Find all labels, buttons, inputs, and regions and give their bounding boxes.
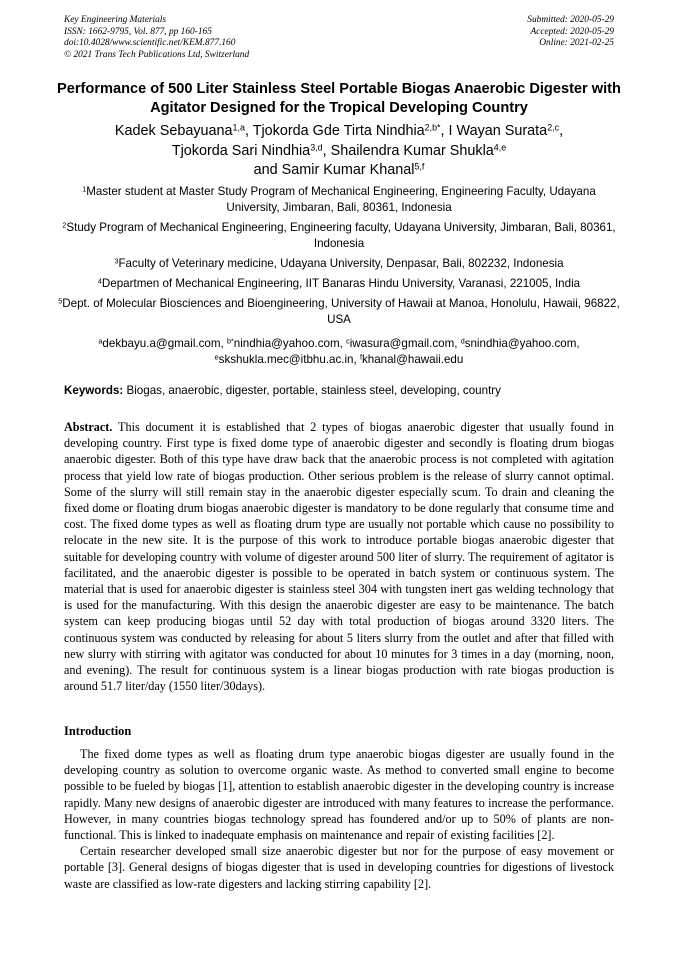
journal-doi: doi:10.4028/www.scientific.net/KEM.877.160 — [64, 38, 236, 49]
email-list — [56, 336, 622, 368]
paper-title: Performance of 500 Liter Stainless Steel Portable Biogas Anaerobic Digester with Agitator Designed for the Tropical Developing Country — [57, 81, 621, 116]
journal-issn: ISSN: 1662-9795, Vol. 877, pp 160-165 — [64, 26, 212, 37]
accepted-date: Accepted: 2020-05-29 — [530, 26, 614, 37]
keywords — [64, 383, 614, 399]
paragraph: The fixed dome types as well as floating drum type anaerobic biogas digester are usually found in the developing country as solution to overcome organic waste. As method to converted small engine to become possible to be fueled by biogas [1], attention to establish anaerobic digester in the developing country is increase rapidly. Many new designs of anaerobic digester are introduced with many features to increase the performance. However, in many countries biogas technology spread has foundered and/or up to 50% of plants are non-functional. This is linked to inadequate emphasis on maintenance and repair of existing facilities [2]. — [64, 747, 614, 843]
journal-header-left — [64, 15, 249, 61]
affiliation: $^3$Faculty of Veterinary medicine, Udayana University, Denpasar, Bali, 802232, Indonesia — [114, 256, 564, 270]
abstract — [64, 419, 614, 694]
email-link[interactable]: $^{b*}$nindhia@yahoo.com, — [226, 336, 347, 350]
email-link[interactable]: $^d$snindhia@yahoo.com, — [460, 336, 580, 350]
author: Kadek Sebayuana$^{1,a}$, — [114, 122, 253, 139]
introduction-body — [64, 746, 614, 892]
author: Tjokorda Sari Nindhia$^{3,d}$, — [171, 142, 331, 159]
author: and Samir Kumar Khanal$^{5,f}$ — [253, 161, 425, 178]
abstract-text: This document it is established that 2 types of biogas anaerobic digester that usually found in developing country. First type is fixed dome type of anaerobic digester and secondly is floating drum biogas anaerobic digester. Both of this type have draw back that the anaerobic process is not completed with agitation process that yield low rate of biogas production. Other serious problem is the release of slurry cannot optimal. Some of the slurry will still remain stay in the anaerobic digester especially scum. To drain and cleaning the fixed dome or floating drum biogas anaerobic digester is mandatory to be done regularly that consume time and cost. The fixed dome types as well as floating drum type are usually not portable which cause no possibility to relocate in the new site. It is the purpose of this work to introduce portable biogas anaerobic digester that suitable for developing country with volume of digester around 500 liter of slurry. The requirement of agitator is facilitated, and the anaerobic digester is possible to be operated in batch system or continuous system. The material that is used for anaerobic digester is stainless steel 304 with tungsten inert gas welding technology that is used for the manufacturing. With this design the anaerobic digester are easy to be maintenance. The batch system can keep producing biogas until 52 day with total production of biogas around 3320 liters. The continuous system was conducted by releasing for about 5 liters slurry from the outlet and after that filled with new slurry with stirring with agitator was conducted for about 10 minutes for 3 times in a day (morning, noon, and evening). The result for continuous system is a linear biogas production with rate biogas production is around 51.7 liter/day (1550 liter/30days). — [64, 420, 614, 694]
affiliation: $^1$Master student at Master Study Program of Mechanical Engineering, Engineering Faculty, Udayana University, Jimbaran, Bali, 80361, Indonesia — [82, 184, 596, 214]
author: Tjokorda Gde Tirta Nindhia$^{2,b*}$, — [252, 122, 449, 139]
author: I Wayan Surata$^{2,c}$, — [448, 122, 564, 139]
email-link[interactable]: $^e$skshukla.mec@itbhu.ac.in, — [214, 352, 360, 366]
email-link[interactable]: $^c$iwasura@gmail.com, — [346, 336, 461, 350]
abstract-label: Abstract. — [64, 420, 113, 434]
journal-copyright: © 2021 Trans Tech Publications Ltd, Switzerland — [64, 49, 250, 60]
journal-name: Key Engineering Materials — [64, 15, 167, 25]
email-link[interactable]: $^f$khanal@hawaii.edu — [359, 352, 464, 366]
online-date: Online: 2021-02-25 — [539, 38, 614, 49]
author-list — [40, 122, 638, 181]
section-heading-introduction: Introduction — [64, 724, 132, 738]
affiliation: $^2$Study Program of Mechanical Engineering, Engineering faculty, Udayana University, Jimbaran, Bali, 80361, Indonesia — [62, 220, 616, 250]
affiliation: $^5$Dept. of Molecular Biosciences and Bioengineering, University of Hawaii at Manoa, Honolulu, Hawaii, 96822, USA — [58, 296, 620, 326]
keywords-label: Keywords: — [64, 384, 124, 397]
author: Shailendra Kumar Shukla$^{4,e}$ — [330, 142, 507, 159]
submitted-date: Submitted: 2020-05-29 — [527, 15, 614, 25]
paragraph: Certain researcher developed small size anaerobic digester but nor for the purpose of easy movement or portable [3]. General designs of biogas digester that is used in developing countries for digestions of livestock waste are classified as low-rate digesters and lacking stirring capability [2]. — [64, 844, 614, 891]
journal-header-right — [527, 15, 614, 50]
affiliation: $^4$Departmen of Mechanical Engineering, IIT Banaras Hindu University, Varanasi, 221005, India — [97, 276, 581, 290]
keywords-text: Biogas, anaerobic, digester, portable, stainless steel, developing, country — [123, 384, 501, 397]
affiliation-list — [56, 184, 622, 372]
email-link[interactable]: $^a$dekbayu.a@gmail.com, — [98, 336, 227, 350]
